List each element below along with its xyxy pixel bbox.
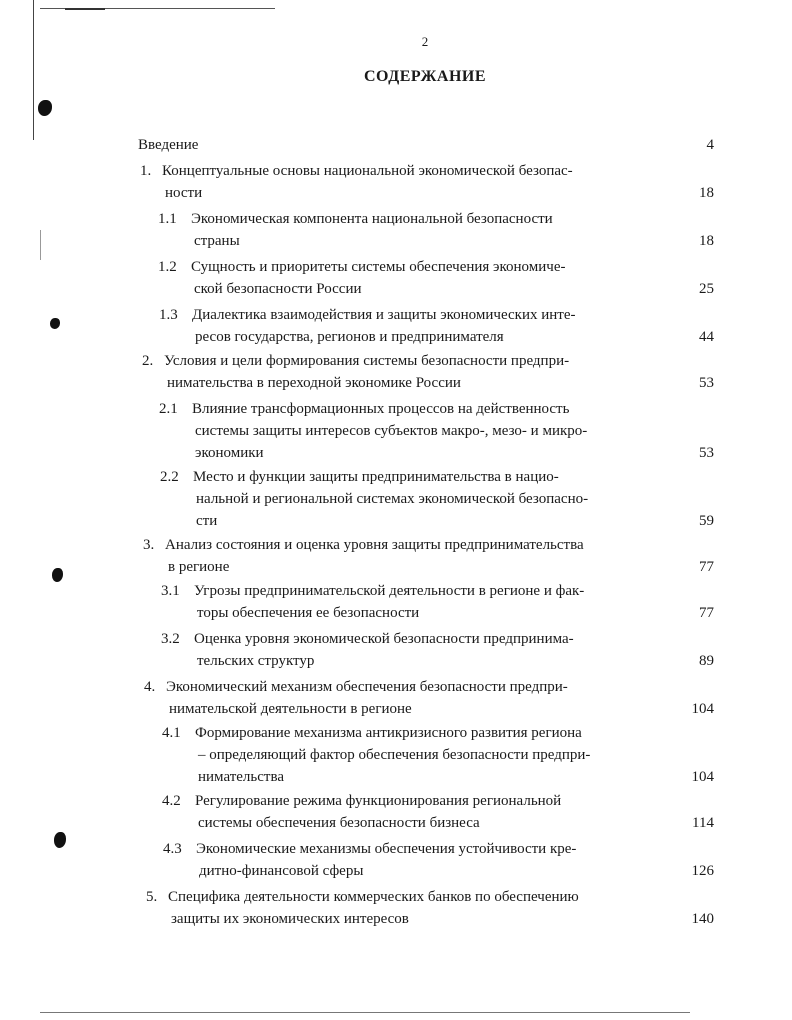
toc-entry-text-line: торы обеспечения ее безопасности [197,605,420,621]
toc-entry-page: 140 [691,911,714,927]
toc-entry-number: 1. [140,163,152,179]
toc-entry-text-line: защиты их экономических интересов [171,911,409,927]
toc-entry-text-line: Экономический механизм обеспечения безопасности предпри- [166,679,568,695]
toc-entry-text-line: страны [194,233,240,249]
toc-entry-number: 4. [144,679,156,695]
toc-entry-text-line: системы защиты интересов субъектов макро-, мезо- и микро- [195,423,588,439]
toc-entry [0,304,792,348]
toc-entry [0,134,792,156]
toc-entry-page: 4 [706,137,714,153]
toc-entry-page: 25 [699,281,714,297]
toc-entry-page: 53 [699,445,714,461]
bottom-rule [40,1012,690,1013]
toc-entry-number: 3.1 [161,583,180,599]
toc-entry [0,208,792,252]
scan-speck [38,100,52,116]
toc-entry-text-line: тельских структур [197,653,315,669]
toc-entry-page: 44 [699,329,714,345]
toc-entry [0,676,792,720]
toc-entry-text-line: Специфика деятельности коммерческих банков по обеспечению [168,889,579,905]
toc-entry-text-line: Анализ состояния и оценка уровня защиты предпринимательства [165,537,584,553]
toc-entry-text-line: системы обеспечения безопасности бизнеса [198,815,480,831]
toc-entry-page: 104 [691,769,714,785]
toc-entry [0,534,792,578]
toc-entry-text-line: нимательства в переходной экономике России [167,375,461,391]
toc-entry-text-line: Угрозы предпринимательской деятельности в регионе и фак- [194,583,585,599]
toc-entry [0,466,792,532]
toc-entry [0,580,792,624]
toc-entry-number: 2.1 [159,401,178,417]
toc-entry-number: 3.2 [161,631,180,647]
toc-entry-number: 4.1 [162,725,181,741]
toc-entry-number: 1.3 [159,307,178,323]
toc-entry [0,838,792,882]
page-title: СОДЕРЖАНИЕ [363,68,487,85]
toc-entry [0,628,792,672]
toc-entry-number: 5. [146,889,158,905]
toc-entry [0,256,792,300]
toc-entry-text-line: сти [196,513,218,529]
toc-entry-number: 1.2 [158,259,177,275]
toc-entry-text-line: Введение [138,137,199,153]
toc-entry-text-line: ности [165,185,203,201]
toc-entry-page: 89 [699,653,714,669]
toc-entry-text-line: экономики [195,445,264,461]
toc-entry [0,722,792,788]
toc-entry-text-line: нимательства [198,769,285,785]
toc-entry-page: 59 [699,513,714,529]
toc-entry-number: 1.1 [158,211,177,227]
toc-entry-text-line: Условия и цели формирования системы безопасности предпри- [164,353,570,369]
toc-entry-text-line: Экономические механизмы обеспечения устойчивости кре- [196,841,577,857]
toc-entry-number: 2. [142,353,154,369]
toc-entry-number: 4.2 [162,793,181,809]
toc-entry-page: 126 [691,863,714,879]
toc-entry-page: 77 [699,559,714,575]
toc-entry-page: 18 [699,233,714,249]
page-number: 2 [421,34,429,49]
toc-entry-text-line: Экономическая компонента национальной безопасности [191,211,553,227]
toc-entry [0,790,792,834]
toc-entry-text-line: Концептуальные основы национальной экономической безопас- [162,163,573,179]
toc-entry-page: 18 [699,185,714,201]
toc-entry [0,398,792,464]
toc-entry-number: 4.3 [163,841,182,857]
toc-entry [0,350,792,394]
toc-entry-text-line: – определяющий фактор обеспечения безопасности предпри- [198,747,591,763]
toc-entry-page: 77 [699,605,714,621]
toc-entry-number: 2.2 [160,469,179,485]
toc-entry-page: 53 [699,375,714,391]
toc-entry [0,886,792,930]
toc-entry-page: 114 [692,815,714,831]
toc-entry-text-line: ресов государства, регионов и предпринимателя [195,329,504,345]
toc-entry [0,160,792,204]
top-rule-accent [65,8,105,10]
toc-entry-text-line: Диалектика взаимодействия и защиты экономических инте- [192,307,576,323]
toc-entry-text-line: Место и функции защиты предпринимательства в нацио- [193,469,559,485]
toc-entry-text-line: Оценка уровня экономической безопасности предпринима- [194,631,574,647]
toc-entry-text-line: в регионе [168,559,230,575]
toc-entry-text-line: ской безопасности России [194,281,362,297]
toc-entry-page: 104 [691,701,714,717]
toc-entry-text-line: нальной и региональной системах экономической безопасно- [196,491,589,507]
toc-entry-number: 3. [143,537,155,553]
toc-entry-text-line: Влияние трансформационных процессов на действенность [192,401,570,417]
toc-entry-text-line: Регулирование режима функционирования региональной [195,793,562,809]
toc-entry-text-line: дитно-финансовой сферы [199,863,364,879]
toc-entry-text-line: Сущность и приоритеты системы обеспечения экономиче- [191,259,566,275]
toc-entry-text-line: Формирование механизма антикризисного развития региона [195,725,582,741]
toc-entry-text-line: нимательской деятельности в регионе [169,701,412,717]
